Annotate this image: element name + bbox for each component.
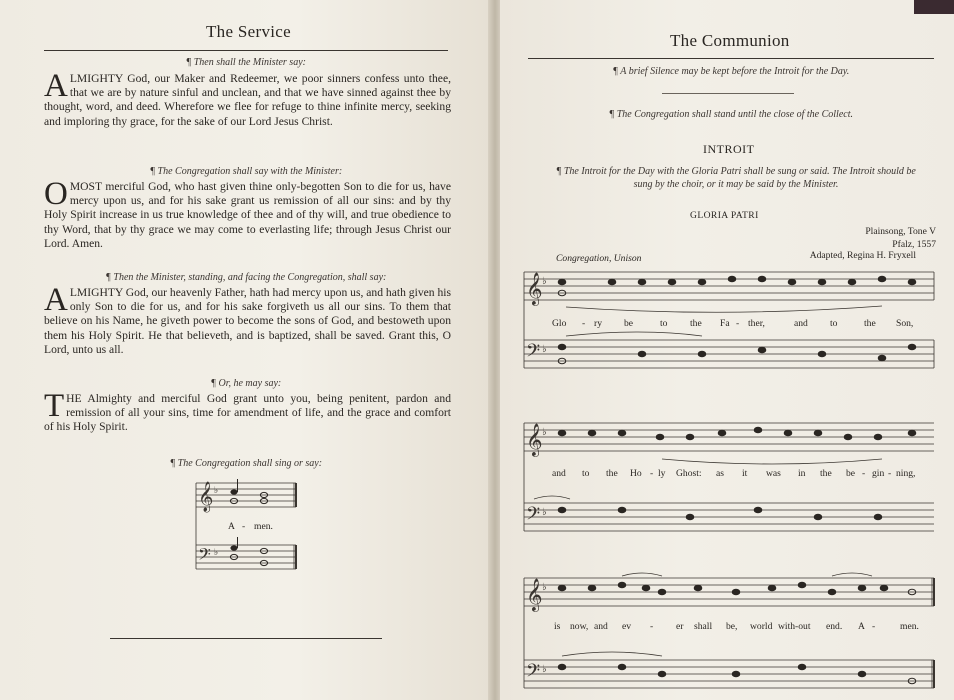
rubric-sing-or-say: ¶ The Congregation shall sing or say: [169,458,323,469]
absolution-paragraph: ALMIGHTY God, our heavenly Father, hath had mercy upon us, and hath given his only Son to die for us, and for his sake forgiveth us all our sins. To them that believe on his Name, he giveth power to become the sons of God, and bestoweth upon them his Holy Spirit. He that believeth, and is baptized, shall be saved. Grant this, O Lord, unto us all. [44,282,451,356]
voice-label: Congregation, Unison [556,253,642,264]
rubric-minister-say: ¶ Then shall the Minister say: [186,57,306,68]
svg-text:♭: ♭ [214,547,219,557]
svg-text:♭: ♭ [542,276,547,287]
page-header: The Communion [670,31,790,50]
rubric-minister-standing: ¶ Then the Minister, standing, and facing the Congregation, shall say: [105,272,387,283]
right-page [500,0,954,700]
rubric-or-say: ¶ Or, he may say: [210,378,282,389]
lyrics-line-2: and to the Ho - ly Ghost: as it was in the be - gin - ning, [552,468,916,479]
page-header: The Service [206,22,291,41]
credit-tone: Plainsong, Tone V [865,226,936,237]
svg-text:♭: ♭ [542,344,547,355]
header-rule [44,50,448,51]
rubric-stand: ¶ The Congregation shall stand until the close of the Collect. [608,109,853,120]
drop-cap: O [44,176,68,212]
prayer-paragraph: OMOST merciful God, who hast given thine only-begotten Son to die for us, have mercy upon us, and for his sake grant us remission of all our sins: and by thy Holy Spirit increase in us true knowledge of thee and of thy will, and true obedience to thy Word, that by thy grace we may come to everlasting life; through Jesus Christ our Lord. Amen. [44,176,451,250]
drop-cap: T [44,388,65,424]
svg-text:𝄢: 𝄢 [526,503,541,528]
hymn-title: GLORIA PATRI [690,210,759,221]
svg-text:♭: ♭ [542,582,547,593]
bottom-rule [110,638,382,639]
drop-cap: A [44,282,68,318]
lyrics-line-3: is now, and ev - er shall be, world with-out end. A - men. [554,621,919,632]
svg-text:𝄢: 𝄢 [526,340,541,365]
blessing-paragraph: THE Almighty and merciful God grant unto you, being penitent, pardon and remission of all your sins, time for amendment of life, and the grace and comfort of his Holy Spirit. [44,388,451,434]
drop-cap: A [44,68,68,104]
svg-text:♭: ♭ [542,664,547,675]
section-title: INTROIT [703,142,755,156]
svg-text:𝄢: 𝄢 [198,546,211,568]
svg-text:𝄞: 𝄞 [526,274,543,305]
svg-text:♭: ♭ [542,507,547,518]
confession-paragraph: ALMIGHTY God, our Maker and Redeemer, we poor sinners confess unto thee, that we are by nature sinful and unclean, and that we have sinned against thee by thought, word, and deed. Wherefore we flee for refuge to thine infinite mercy, seeking and imploring thy grace, for the sake of our Lord Jesus Christ. [44,68,451,128]
credit-adapted: Adapted, Regina H. Fryxell [809,250,916,261]
amen-lyrics: A - men. [228,521,273,532]
svg-text:𝄞: 𝄞 [198,482,214,511]
rubric-introit-line1: ¶ The Introit for the Day with the Gloria Patri shall be sung or said. The Introit should be [556,166,916,177]
rubric-introit-line2: sung by the choir, or it may be said by the Minister. [633,179,839,190]
header-rule [528,58,934,59]
music-system-3 [522,568,942,698]
lyrics-line-1: Glo - ry be to the Fa - ther, and to the Son, [552,318,914,329]
credit-pfalz: Pfalz, 1557 [892,239,936,250]
svg-text:𝄞: 𝄞 [526,425,543,456]
background-corner [914,0,954,14]
rubric-congregation-say: ¶ The Congregation shall say with the Minister: [149,166,343,177]
svg-text:𝄢: 𝄢 [526,660,541,685]
svg-text:♭: ♭ [542,427,547,438]
rubric-silence: ¶ A brief Silence may be kept before the Introit for the Day. [612,66,850,77]
short-rule [662,93,794,94]
svg-text:♭: ♭ [214,485,219,495]
svg-text:𝄞: 𝄞 [526,580,543,611]
